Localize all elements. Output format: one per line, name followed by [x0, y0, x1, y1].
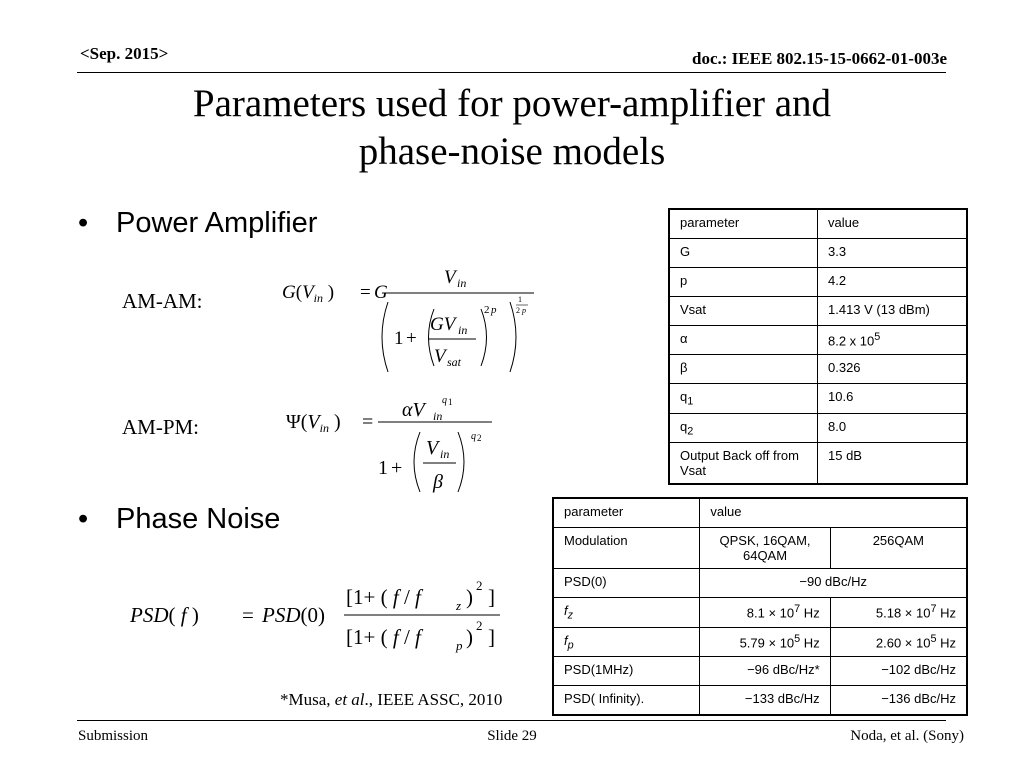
svg-text:q: q	[442, 395, 447, 406]
table-header-row	[553, 498, 967, 528]
param-cell	[669, 413, 818, 443]
value-exponent: 5	[794, 632, 801, 645]
header-cell: value	[818, 209, 968, 239]
value-cell: 0.326	[818, 355, 968, 384]
param-cell: PSD(1MHz)	[553, 657, 700, 686]
am-pm-label: AM-PM:	[122, 415, 200, 439]
footer-author: Noda, et al. (Sony)	[850, 728, 964, 744]
svg-text:[1+ ( f / f: [1+ ( f / f	[346, 585, 421, 609]
value-exponent: 7	[794, 603, 801, 615]
svg-text:PSD( f ): PSD( f )	[130, 603, 199, 627]
table-row	[669, 384, 967, 414]
header-cell: value	[700, 498, 967, 528]
table-row	[553, 657, 967, 686]
value-exponent: 5	[874, 331, 881, 343]
bullet-dot-icon: •	[78, 503, 89, 535]
value-text: 8.1 × 10	[746, 605, 795, 621]
svg-text:2: 2	[484, 304, 490, 316]
svg-text:in: in	[457, 276, 467, 290]
pn-parameter-table	[552, 497, 968, 716]
param-cell: Output Back off from Vsat	[669, 443, 818, 485]
param-cell: PSD( Infinity).	[553, 686, 700, 716]
pa-parameter-table	[668, 208, 968, 485]
svg-text:in: in	[440, 447, 450, 461]
param-subscript: z	[567, 609, 574, 622]
svg-text:αV: αV	[402, 399, 425, 421]
svg-text:G: G	[374, 282, 388, 303]
svg-text:+: +	[391, 457, 403, 479]
param-text: q	[680, 418, 688, 434]
svg-text:PSD(0): PSD(0)	[262, 603, 325, 627]
table-row	[553, 598, 967, 628]
svg-text:2: 2	[516, 306, 520, 315]
title-line-2: phase-noise models	[358, 130, 666, 173]
table-row	[553, 627, 967, 657]
psd-formula	[126, 572, 510, 660]
citation-author: *Musa,	[280, 690, 335, 709]
svg-text:1: 1	[448, 397, 453, 407]
bullet-power-amplifier	[78, 207, 317, 240]
table-row	[669, 297, 967, 326]
title-line-1: Parameters used for power-amplifier and	[192, 82, 832, 125]
svg-text:β: β	[433, 471, 443, 493]
svg-text:2: 2	[477, 433, 482, 443]
param-cell: Modulation	[553, 528, 700, 569]
svg-text:in: in	[458, 323, 468, 337]
svg-text:]: ]	[488, 625, 495, 649]
param-cell: PSD(0)	[553, 569, 700, 598]
table-row	[553, 569, 967, 598]
svg-text:2: 2	[476, 618, 483, 633]
svg-text:=: =	[242, 603, 254, 627]
svg-text:G(Vin ): $G(V_{in}$ )	[282, 282, 335, 305]
value-cell: −136 dBc/Hz	[830, 686, 967, 716]
param-text: q	[680, 389, 688, 404]
footer-slide-number: Slide 29	[487, 728, 537, 744]
citation	[280, 690, 502, 710]
am-pm-formula	[278, 388, 508, 500]
bullet-dot-icon: •	[78, 207, 89, 239]
value-exponent: 7	[930, 603, 937, 615]
svg-text:+: +	[406, 328, 417, 349]
svg-text:[1+ ( f / f: [1+ ( f / f	[346, 625, 421, 649]
svg-text:p: p	[491, 304, 497, 316]
am-am-label: AM-AM:	[122, 289, 203, 313]
header-rule	[77, 72, 946, 73]
value-text: 2.60 × 10	[875, 634, 931, 650]
svg-text:1: 1	[518, 295, 522, 304]
svg-text:z: z	[456, 598, 462, 613]
svg-text:1: 1	[394, 328, 404, 349]
value-exponent: 5	[930, 632, 937, 645]
svg-text:V: V	[434, 346, 446, 367]
bullet-text: Power Amplifier	[116, 207, 318, 239]
param-cell: G	[669, 239, 818, 268]
table-row	[553, 686, 967, 716]
table-row	[669, 268, 967, 297]
value-cell	[818, 326, 968, 355]
svg-text:Ψ(Vin ): $\Psi(V_{in}$ )	[286, 411, 341, 435]
header-cell: parameter	[553, 498, 700, 528]
value-text: 5.18 × 10	[875, 605, 931, 621]
svg-text:): )	[466, 585, 473, 609]
value-cell: −102 dBc/Hz	[830, 657, 967, 686]
svg-text:1: 1	[378, 457, 388, 479]
value-text: 8.2 x 10	[828, 333, 875, 349]
value-cell	[700, 598, 830, 628]
svg-text:p: p	[456, 638, 463, 653]
slide-title	[40, 80, 984, 176]
param-subscript: p	[567, 639, 574, 652]
bullet-phase-noise	[78, 503, 280, 536]
am-am-formula	[278, 262, 540, 377]
footer-submission: Submission	[78, 728, 149, 744]
value-cell: QPSK, 16QAM, 64QAM	[700, 528, 830, 569]
citation-source: ., IEEE ASSC, 2010	[364, 690, 503, 709]
table-row	[669, 443, 967, 485]
param-text: f	[564, 632, 568, 648]
table-row	[669, 413, 967, 443]
value-cell: 4.2	[818, 268, 968, 297]
param-cell: α	[669, 326, 818, 355]
svg-text:=: =	[362, 411, 374, 433]
svg-text:in: in	[433, 409, 443, 423]
value-unit: Hz	[936, 605, 956, 621]
citation-etal: et al	[334, 690, 365, 709]
svg-text:2: 2	[476, 578, 483, 593]
svg-text:sat: sat	[447, 355, 462, 369]
param-cell: Vsat	[669, 297, 818, 326]
value-cell: −96 dBc/Hz*	[700, 657, 830, 686]
param-cell: p	[669, 268, 818, 297]
svg-text:V: V	[444, 267, 456, 288]
value-cell: 10.6	[818, 384, 968, 414]
svg-text:V: V	[426, 437, 439, 459]
value-cell	[700, 627, 830, 657]
svg-text:p: p	[522, 306, 526, 315]
value-cell: 1.413 V (13 dBm)	[818, 297, 968, 326]
value-cell: 256QAM	[830, 528, 967, 569]
param-subscript: 2	[687, 425, 694, 438]
value-cell	[830, 627, 967, 657]
table-row	[553, 528, 967, 569]
value-cell	[830, 598, 967, 628]
value-text: 5.79 × 10	[739, 634, 795, 650]
table-row	[669, 326, 967, 355]
bullet-text: Phase Noise	[116, 503, 281, 535]
value-unit: Hz	[936, 634, 956, 650]
param-text: f	[564, 603, 568, 618]
header-doc-id: doc.: IEEE 802.15-15-0662-01-003e	[692, 49, 947, 68]
value-cell: 15 dB	[818, 443, 968, 485]
svg-text:]: ]	[488, 585, 495, 609]
table-row	[669, 239, 967, 268]
value-unit: Hz	[800, 605, 820, 621]
value-unit: Hz	[800, 634, 820, 650]
table-row	[669, 355, 967, 384]
param-cell	[553, 627, 700, 657]
header-cell: parameter	[669, 209, 818, 239]
param-subscript: 1	[687, 395, 694, 408]
svg-text:GV: GV	[430, 314, 456, 335]
value-cell: 3.3	[818, 239, 968, 268]
svg-text:q: q	[471, 431, 476, 442]
header-date: <Sep. 2015>	[80, 44, 169, 63]
value-cell: −133 dBc/Hz	[700, 686, 830, 716]
param-cell	[669, 384, 818, 414]
footer-rule	[77, 720, 946, 721]
svg-text:): )	[466, 625, 473, 649]
param-cell	[553, 598, 700, 628]
svg-text:=: =	[360, 282, 371, 303]
value-cell: −90 dBc/Hz	[700, 569, 967, 598]
param-cell: β	[669, 355, 818, 384]
table-header-row	[669, 209, 967, 239]
value-cell: 8.0	[818, 413, 968, 443]
